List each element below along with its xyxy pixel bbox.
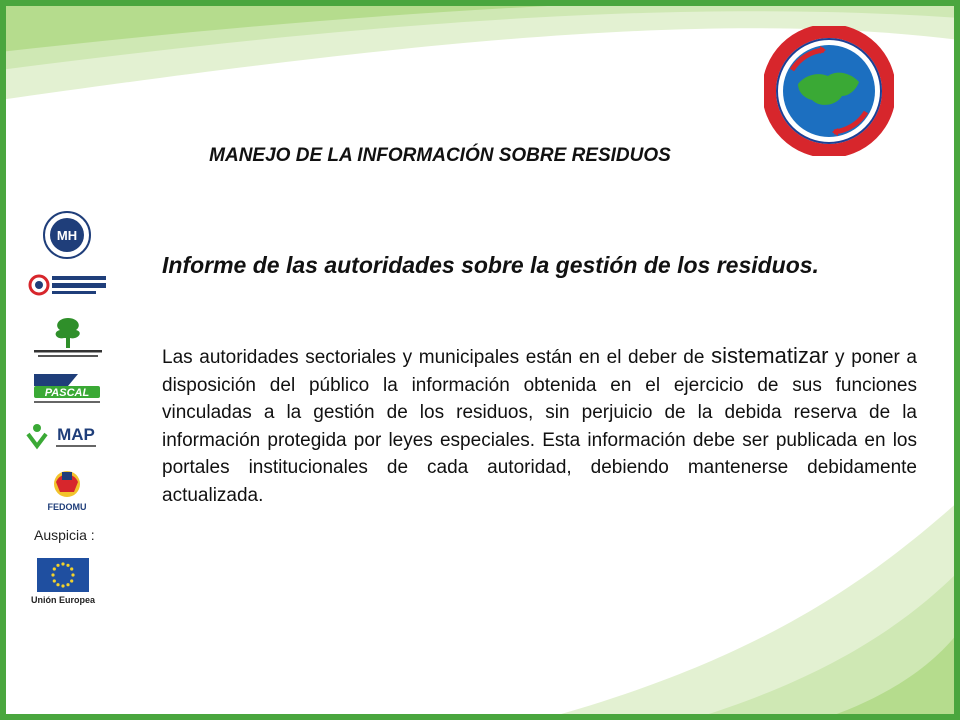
mh-logo <box>40 210 94 260</box>
campaign-seal-logo <box>764 26 894 156</box>
fedomu-logo-label: FEDOMU <box>47 502 87 512</box>
eu-flag-icon <box>37 558 89 592</box>
contrataciones-publicas-logo <box>28 268 108 302</box>
slide-title: MANEJO DE LA INFORMACIÓN SOBRE RESIDUOS <box>209 145 671 166</box>
body-emphasis: sistematizar <box>711 343 829 368</box>
pascal-logo <box>28 368 106 408</box>
body-paragraph <box>162 342 917 509</box>
map-logo <box>26 420 106 454</box>
fedomu-logo <box>40 468 94 514</box>
body-text-end: y poner a disposición del público la información obtenida en el ejercicio de sus funciones vinculadas a la gestión de los residuos, sin perjuicio de la debida reserva de la información protegida por leyes especiales. Esta información debe ser publicada en los portales institucionales de cada autoridad, debiendo mantenerse debidamente actualizada. <box>162 347 917 506</box>
pascal-logo-label: PASCAL <box>44 387 90 399</box>
medio-ambiente-logo <box>30 310 106 360</box>
sponsor-heading: Auspicia : <box>34 527 95 543</box>
body-text-start: Las autoridades sectoriales y municipales están en el deber de <box>162 347 712 368</box>
map-logo-label: MAP <box>57 425 95 444</box>
mh-logo-label: MH <box>56 228 78 243</box>
sponsor-label: Unión Europea <box>31 595 96 605</box>
section-subtitle: Informe de las autoridades sobre la gestión de los residuos. <box>162 252 819 278</box>
